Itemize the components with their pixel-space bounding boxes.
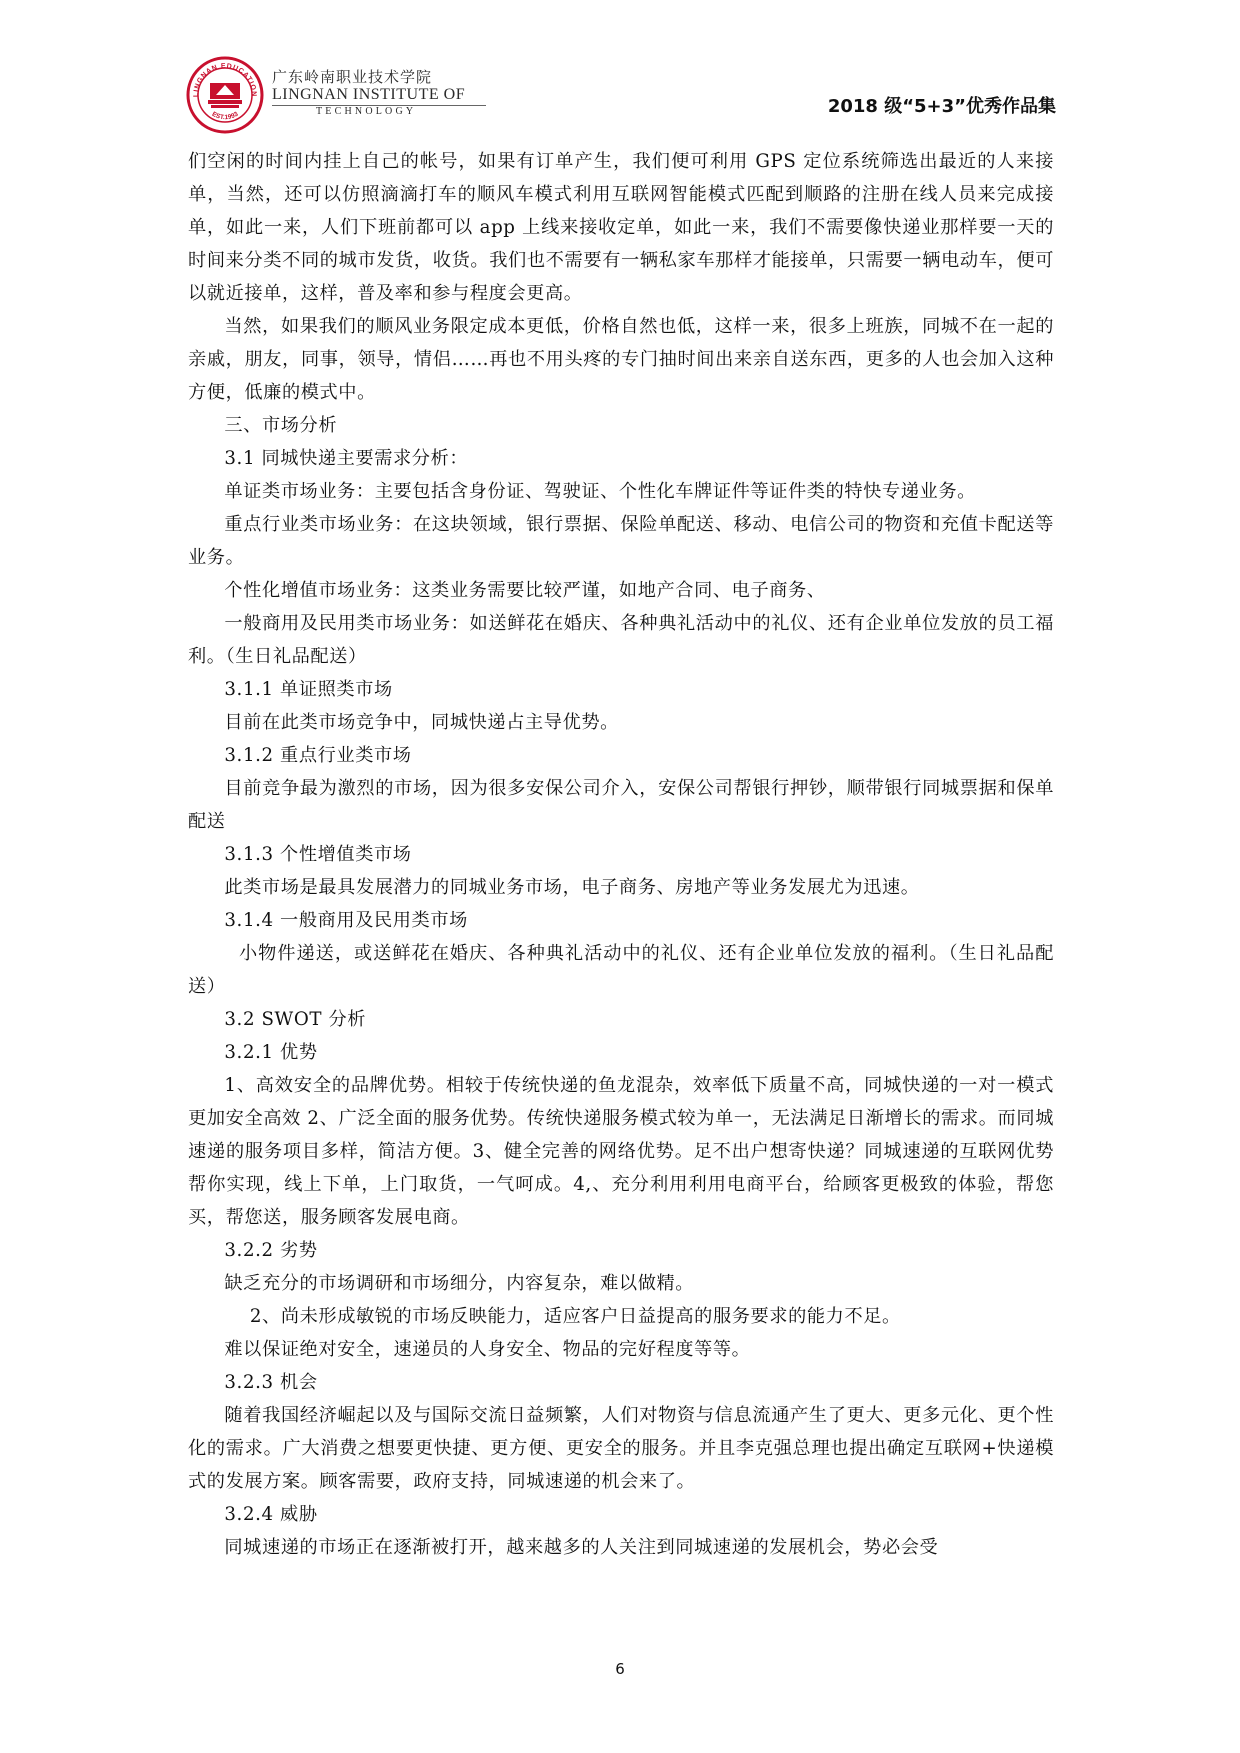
school-name-block (272, 68, 532, 118)
paragraph: 个性化增值市场业务：这类业务需要比较严谨，如地产合同、电子商务、 (224, 580, 826, 601)
page-header (186, 56, 1056, 134)
page-number: 6 (615, 1660, 625, 1678)
collection-title: 2018 级“5+3”优秀作品集 (827, 96, 1056, 117)
paragraph: 此类市场是最具发展潜力的同城业务市场，电子商务、房地产等业务发展尤为迅速。 (224, 877, 920, 898)
paragraph: 缺乏充分的市场调研和市场细分，内容复杂，难以做精。 (224, 1273, 695, 1294)
subsection-heading: 3.1.4 一般商用及民用类市场 (224, 910, 468, 931)
paragraph: 一般商用及民用类市场业务：如送鲜花在婚庆、各种典礼活动中的礼仪、还有企业单位发放的员工福利。（生日礼品配送） (188, 613, 1054, 667)
subsection-heading: 3.2.4 威胁 (224, 1504, 318, 1525)
paragraph: 同城速递的市场正在逐渐被打开，越来越多的人关注到同城速递的发展机会，势必会受 (224, 1537, 939, 1558)
subsection-heading: 3.1.2 重点行业类市场 (224, 745, 412, 766)
paragraph: 目前竞争最为激烈的市场，因为很多安保公司介入，安保公司帮银行押钞，顺带银行同城票据和保单配送 (188, 778, 1054, 832)
svg-text:LINGNAN EDUCATION: LINGNAN EDUCATION (192, 62, 258, 98)
section-heading: 三、市场分析 (224, 415, 338, 436)
paragraph: 2、尚未形成敏锐的市场反映能力，适应客户日益提高的服务要求的能力不足。 (249, 1306, 901, 1327)
paragraph: 单证类市场业务：主要包括含身份证、驾驶证、个性化车牌证件等证件类的特快专递业务。 (224, 481, 976, 502)
subsection-heading: 3.2.2 劣势 (224, 1240, 318, 1261)
subsection-heading: 3.1.1 单证照类市场 (224, 679, 393, 700)
paragraph: 难以保证绝对安全，速递员的人身安全、物品的完好程度等等。 (224, 1339, 751, 1360)
school-name-en-sub: TECHNOLOGY (272, 105, 486, 118)
subsection-heading: 3.1.3 个性增值类市场 (224, 844, 412, 865)
subsection-heading: 3.1 同城快递主要需求分析： (224, 448, 469, 469)
subsection-heading: 3.2 SWOT 分析 (224, 1009, 367, 1030)
subsection-heading: 3.2.1 优势 (224, 1042, 318, 1063)
svg-text:EST.1993: EST.1993 (210, 110, 240, 122)
paragraph: 重点行业类市场业务：在这块领域，银行票据、保险单配送、移动、电信公司的物资和充值卡配送等业务。 (188, 514, 1054, 568)
paragraph: 们空闲的时间内挂上自己的帐号，如果有订单产生，我们便可利用 GPS 定位系统筛选出最近的人来接单，当然，还可以仿照滴滴打车的顺风车模式利用互联网智能模式匹配到顺路的注册在线人员来完成接单，如此一来，人们下班前都可以 app 上线来接收定单，如此一来，我们不需要像快递业那样要一天的时间来分类不同的城市发货，收货。我们也不需要有一辆私家车那样才能接单，只需要一辆电动车，便可以就近接单，这样，普及率和参与程度会更高。 (188, 151, 1054, 304)
paragraph: 小物件递送，或送鲜花在婚庆、各种典礼活动中的礼仪、还有企业单位发放的福利。（生日礼品配送） (188, 943, 1054, 997)
paragraph: 1、高效安全的品牌优势。相较于传统快递的鱼龙混杂，效率低下质量不高，同城快递的一对一模式更加安全高效 2、广泛全面的服务优势。传统快递服务模式较为单一，无法满足日渐增长的需求。而同城速递的服务项目多样，简洁方便。3、健全完善的网络优势。足不出户想寄快递？同城速递的互联网优势帮你实现，线上下单，上门取货，一气呵成。4,、充分利用利用电商平台，给顾客更极致的体验，帮您买，帮您送，服务顾客发展电商。 (188, 1075, 1054, 1228)
school-name-en: LINGNAN INSTITUTE OF (272, 86, 466, 103)
paragraph: 目前在此类市场竞争中，同城快递占主导优势。 (224, 712, 619, 733)
subsection-heading: 3.2.3 机会 (224, 1372, 318, 1393)
school-name-cn: 广东岭南职业技术学院 (272, 68, 433, 86)
paragraph: 当然，如果我们的顺风业务限定成本更低，价格自然也低，这样一来，很多上班族，同城不在一起的亲戚，朋友，同事，领导，情侣……再也不用头疼的专门抽时间出来亲自送东西，更多的人也会加入这种方便，低廉的模式中。 (188, 316, 1054, 403)
paragraph: 随着我国经济崛起以及与国际交流日益频繁，人们对物资与信息流通产生了更大、更多元化、更个性化的需求。广大消费之想要更快捷、更方便、更安全的服务。并且李克强总理也提出确定互联网+快递模式的发展方案。顾客需要，政府支持，同城速递的机会来了。 (188, 1405, 1054, 1492)
school-seal-logo (186, 56, 264, 134)
document-body (188, 145, 1054, 1564)
